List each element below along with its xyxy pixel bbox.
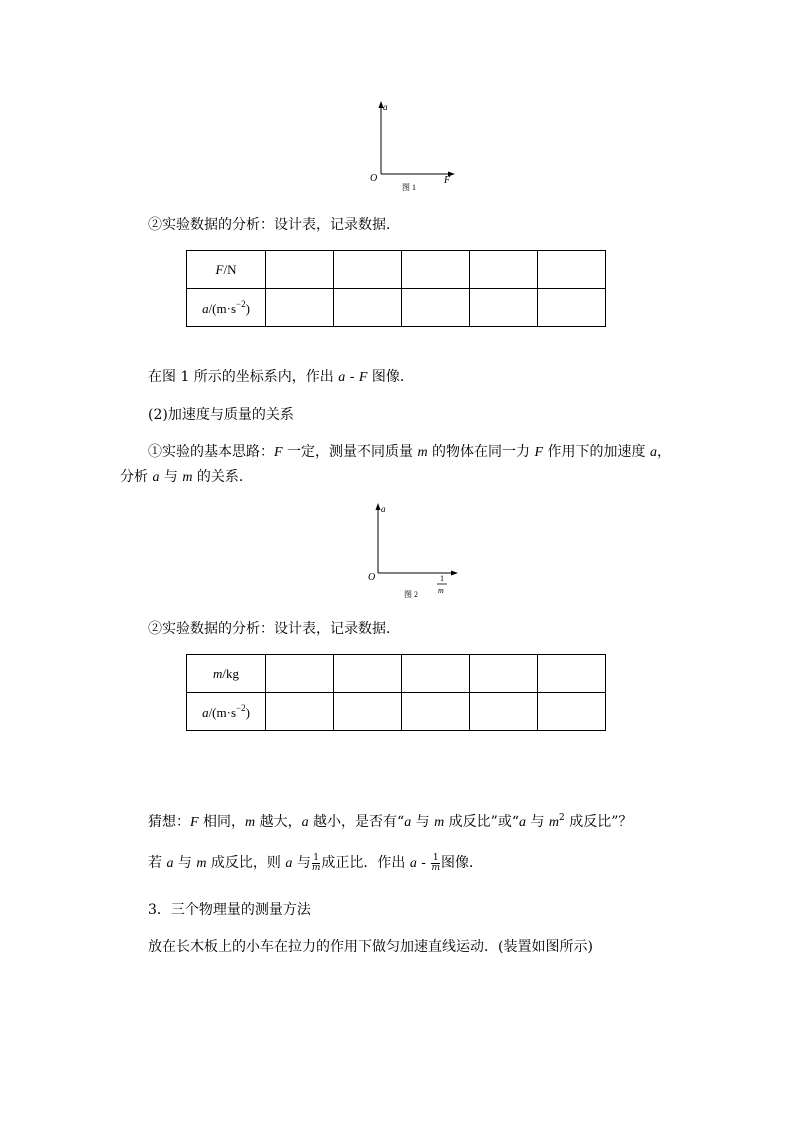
table-cell[interactable]: [334, 251, 402, 289]
table-cell[interactable]: [538, 289, 606, 327]
sec1-plot-instruction: 在图 1 所示的坐标系内，作出 a - F 图像．: [148, 369, 414, 385]
sec2-title: (2)加速度与质量的关系: [148, 407, 294, 423]
table-row: [187, 693, 606, 731]
fig2-x-arrow: [451, 571, 458, 576]
table-cell[interactable]: [402, 655, 470, 693]
table-cell[interactable]: [334, 693, 402, 731]
table-cell[interactable]: [402, 289, 470, 327]
fig1-x-label: F: [444, 175, 451, 186]
table-cell[interactable]: [402, 693, 470, 731]
fraction-one-over-m: $\frac{1}{m}$: [311, 852, 321, 873]
table-cell[interactable]: [538, 693, 606, 731]
fig2-x-numerator: 1: [440, 574, 444, 583]
row-header-acceleration: $a/(m\cdot s^{-2})$: [187, 693, 266, 731]
table-cell[interactable]: [470, 655, 538, 693]
sec2-idea-line2: 分析 a 与 m 的关系．: [120, 469, 253, 485]
table-cell[interactable]: [266, 693, 334, 731]
fraction-one-over-m: $\frac{1}{m}$: [431, 852, 441, 873]
fig1-caption: 图 1: [402, 183, 416, 192]
table-cell[interactable]: [538, 251, 606, 289]
table-cell[interactable]: [470, 693, 538, 731]
table-row: [187, 289, 606, 327]
fig1-y-label: a: [383, 102, 388, 112]
fig2-y-arrow: [376, 503, 381, 510]
fig2-y-label: a: [381, 504, 386, 514]
fig2-x-denominator: m: [438, 586, 444, 595]
conclusion-line: 若 a 与 m 成反比，则 a 与 $\frac{1}{m}$ 成正比．作出 a - $\frac{1}{m}$ 图像．: [148, 852, 484, 873]
table-cell[interactable]: [266, 655, 334, 693]
figure-2: [360, 500, 470, 602]
table-cell[interactable]: [266, 251, 334, 289]
table-row: [187, 655, 606, 693]
table-row: [187, 251, 606, 289]
table-cell[interactable]: [402, 251, 470, 289]
table-cell[interactable]: [538, 655, 606, 693]
force-table: [186, 250, 606, 327]
sec2-analysis: ②实验数据的分析：设计表，记录数据．: [148, 621, 400, 637]
row-header-force: F/N: [187, 251, 266, 289]
sec2-idea-line1: ①实验的基本思路：F 一定，测量不同质量 m 的物体在同一力 F 作用下的加速度 a，: [148, 444, 671, 460]
table-cell[interactable]: [334, 655, 402, 693]
table-cell[interactable]: [266, 289, 334, 327]
row-header-acceleration: $a/(m\cdot s^{-2})$: [187, 289, 266, 327]
table-cell[interactable]: [470, 251, 538, 289]
guess-line: 猜想：F 相同，m 越大，a 越小，是否有“a 与 m 成反比”或“a 与 $m^2$ 成反比”？: [148, 813, 633, 830]
sec3-heading: 3．三个物理量的测量方法: [148, 902, 311, 918]
figure-1: [360, 98, 470, 196]
row-header-mass: m/kg: [187, 655, 266, 693]
mass-table: [186, 654, 606, 731]
fig1-origin: O: [370, 173, 378, 184]
table-cell[interactable]: [470, 289, 538, 327]
sec1-analysis: ②实验数据的分析：设计表，记录数据．: [148, 217, 400, 233]
table-cell[interactable]: [334, 289, 402, 327]
fig2-caption: 图 2: [404, 590, 418, 599]
fig2-origin: O: [368, 572, 376, 583]
sec3-body: 放在长木板上的小车在拉力的作用下做匀加速直线运动．(装置如图所示): [148, 939, 593, 955]
